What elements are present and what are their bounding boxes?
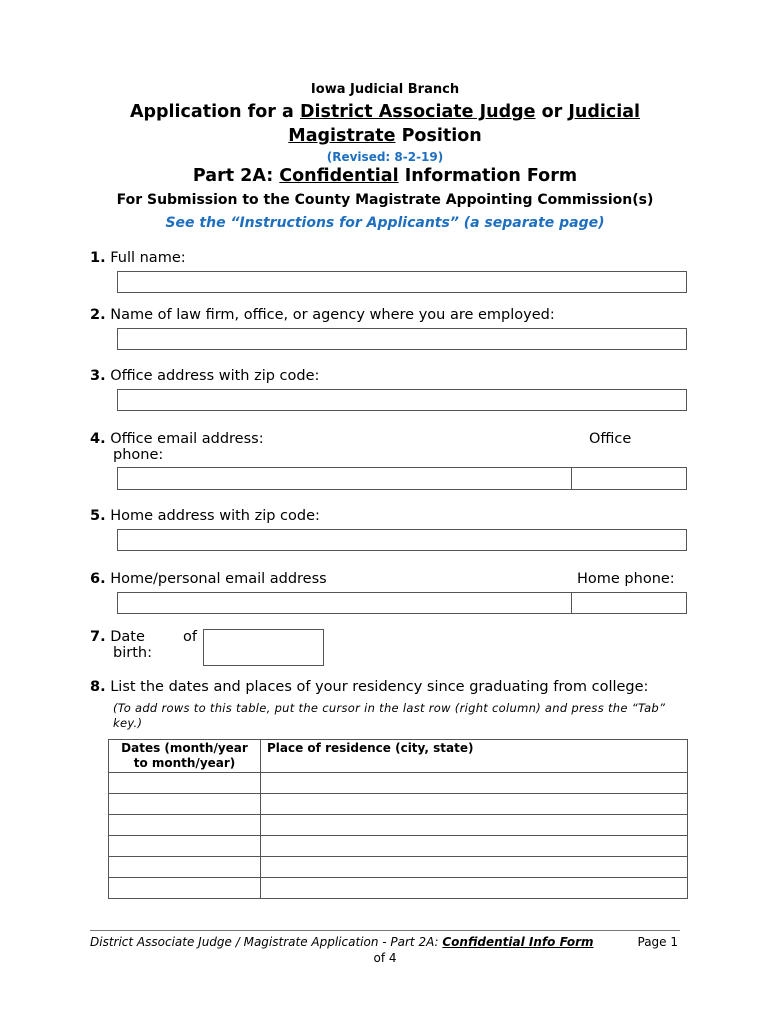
page-total: of 4 — [373, 951, 397, 965]
table-row — [109, 878, 688, 899]
table-instructions-note: (To add rows to this table, put the cursor in the last row (right column) and press the “Tab” key.) — [113, 701, 666, 730]
dates-column-header: Dates (month/year to month/year) — [109, 740, 261, 773]
office-phone-field[interactable] — [571, 467, 687, 490]
place-column-header: Place of residence (city, state) — [261, 740, 688, 773]
table-row — [109, 857, 688, 878]
part-title: Part 2A: Confidential Information Form — [192, 166, 578, 186]
dates-cell[interactable] — [109, 794, 261, 815]
footer-title: District Associate Judge / Magistrate Application - Part 2A: Confidential Info Form — [90, 935, 594, 949]
q7-label: 7. Date — [90, 629, 145, 645]
dates-cell[interactable] — [109, 857, 261, 878]
office-address-field[interactable] — [117, 389, 687, 411]
page-number: Page 1 — [637, 935, 678, 949]
instructions-link[interactable]: See the “Instructions for Applicants” (a separate page) — [165, 215, 605, 231]
form-title: Application for a District Associate Judge or Judicial Magistrate Position — [129, 102, 641, 146]
residency-table — [108, 739, 688, 899]
q8-label: 8. List the dates and places of your residency since graduating from college: — [90, 679, 649, 695]
full-name-field[interactable] — [117, 271, 687, 293]
place-cell[interactable] — [261, 794, 688, 815]
q6-home-phone-label: Home phone: — [577, 571, 675, 587]
footer-divider — [90, 930, 680, 931]
employer-field[interactable] — [117, 328, 687, 350]
q4-office-label: Office — [589, 431, 632, 447]
date-of-birth-field[interactable] — [203, 629, 324, 666]
table-row — [109, 773, 688, 794]
table-row — [109, 794, 688, 815]
table-row — [109, 815, 688, 836]
q2-label: 2. Name of law firm, office, or agency where you are employed: — [90, 307, 555, 323]
revised-date: (Revised: 8-2-19) — [326, 150, 444, 164]
q6-label: 6. Home/personal email address — [90, 571, 327, 587]
dates-cell[interactable] — [109, 815, 261, 836]
office-email-field[interactable] — [117, 467, 572, 490]
dates-cell[interactable] — [109, 836, 261, 857]
branch-name: Iowa Judicial Branch — [310, 82, 460, 97]
place-cell[interactable] — [261, 773, 688, 794]
q5-label: 5. Home address with zip code: — [90, 508, 320, 524]
place-cell[interactable] — [261, 836, 688, 857]
q7-birth-label: birth: — [113, 645, 152, 661]
page-footer — [90, 934, 680, 966]
q4-label: 4. Office email address: — [90, 431, 264, 447]
submission-subtitle: For Submission to the County Magistrate Appointing Commission(s) — [116, 192, 654, 208]
q1-label: 1. Full name: — [90, 250, 186, 266]
q4-phone-label: phone: — [113, 447, 164, 463]
dates-cell[interactable] — [109, 878, 261, 899]
home-phone-field[interactable] — [571, 592, 687, 614]
q3-label: 3. Office address with zip code: — [90, 368, 320, 384]
place-cell[interactable] — [261, 878, 688, 899]
dates-cell[interactable] — [109, 773, 261, 794]
home-address-field[interactable] — [117, 529, 687, 551]
table-row — [109, 836, 688, 857]
place-cell[interactable] — [261, 857, 688, 878]
table-header-row — [109, 740, 688, 773]
q7-of-label: of — [183, 629, 197, 645]
place-cell[interactable] — [261, 815, 688, 836]
home-email-field[interactable] — [117, 592, 572, 614]
